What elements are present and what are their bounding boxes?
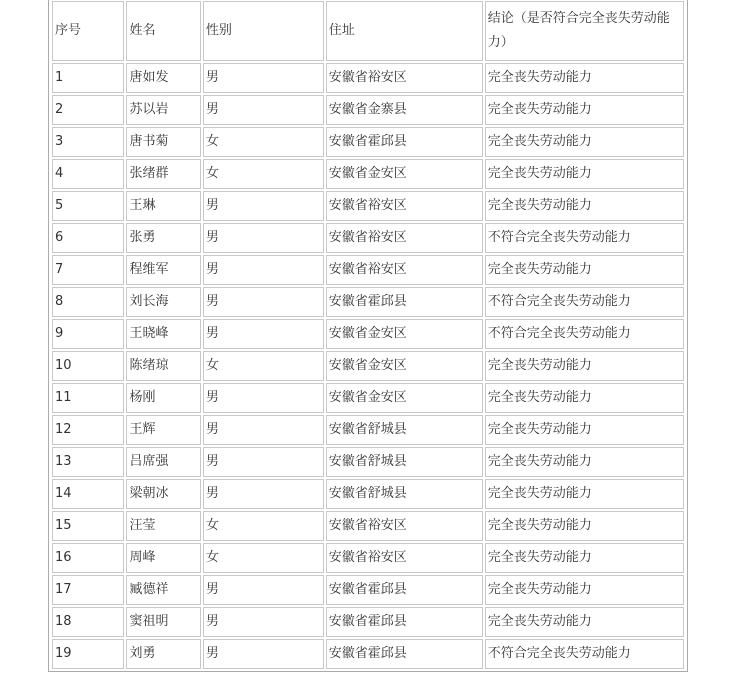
- cell-conclusion: 完全丧失劳动能力: [485, 351, 684, 381]
- header-gender: 性别: [203, 1, 324, 61]
- cell-address: 安徽省裕安区: [326, 511, 483, 541]
- cell-address: 安徽省霍邱县: [326, 607, 483, 637]
- cell-gender: 男: [203, 479, 324, 509]
- cell-name: 张绪群: [126, 159, 200, 189]
- cell-gender: 女: [203, 511, 324, 541]
- cell-conclusion: 完全丧失劳动能力: [485, 543, 684, 573]
- cell-address: 安徽省金安区: [326, 383, 483, 413]
- cell-serial-number: 17: [52, 575, 124, 605]
- results-table-frame: [48, 0, 688, 672]
- cell-name: 陈绪琼: [126, 351, 200, 381]
- cell-name: 苏以岩: [126, 95, 200, 125]
- cell-name: 刘长海: [126, 287, 200, 317]
- cell-conclusion: 完全丧失劳动能力: [485, 127, 684, 157]
- cell-address: 安徽省霍邱县: [326, 639, 483, 669]
- cell-conclusion: 不符合完全丧失劳动能力: [485, 319, 684, 349]
- cell-conclusion: 完全丧失劳动能力: [485, 607, 684, 637]
- cell-serial-number: 5: [52, 191, 124, 221]
- cell-name: 王辉: [126, 415, 200, 445]
- cell-address: 安徽省舒城县: [326, 415, 483, 445]
- cell-gender: 男: [203, 607, 324, 637]
- cell-serial-number: 2: [52, 95, 124, 125]
- cell-name: 臧德祥: [126, 575, 200, 605]
- cell-serial-number: 11: [52, 383, 124, 413]
- cell-conclusion: 完全丧失劳动能力: [485, 383, 684, 413]
- cell-conclusion: 完全丧失劳动能力: [485, 479, 684, 509]
- header-name: 姓名: [126, 1, 200, 61]
- cell-serial-number: 15: [52, 511, 124, 541]
- table-row: [52, 95, 684, 125]
- cell-address: 安徽省裕安区: [326, 223, 483, 253]
- cell-address: 安徽省金寨县: [326, 95, 483, 125]
- cell-address: 安徽省裕安区: [326, 543, 483, 573]
- table-row: [52, 63, 684, 93]
- cell-conclusion: 不符合完全丧失劳动能力: [485, 639, 684, 669]
- cell-gender: 男: [203, 255, 324, 285]
- table-row: [52, 191, 684, 221]
- cell-address: 安徽省舒城县: [326, 479, 483, 509]
- cell-serial-number: 14: [52, 479, 124, 509]
- cell-conclusion: 完全丧失劳动能力: [485, 415, 684, 445]
- header-row: [52, 1, 684, 61]
- cell-conclusion: 完全丧失劳动能力: [485, 191, 684, 221]
- cell-serial-number: 8: [52, 287, 124, 317]
- cell-serial-number: 7: [52, 255, 124, 285]
- table-row: [52, 607, 684, 637]
- cell-gender: 男: [203, 319, 324, 349]
- table-row: [52, 287, 684, 317]
- cell-name: 刘勇: [126, 639, 200, 669]
- cell-address: 安徽省舒城县: [326, 447, 483, 477]
- table-row: [52, 415, 684, 445]
- cell-address: 安徽省霍邱县: [326, 287, 483, 317]
- cell-name: 周峰: [126, 543, 200, 573]
- cell-gender: 男: [203, 415, 324, 445]
- cell-address: 安徽省金安区: [326, 159, 483, 189]
- cell-gender: 女: [203, 127, 324, 157]
- cell-gender: 男: [203, 191, 324, 221]
- header-serial-number: 序号: [52, 1, 124, 61]
- cell-name: 唐如发: [126, 63, 200, 93]
- cell-serial-number: 4: [52, 159, 124, 189]
- cell-address: 安徽省霍邱县: [326, 127, 483, 157]
- cell-serial-number: 16: [52, 543, 124, 573]
- cell-conclusion: 完全丧失劳动能力: [485, 575, 684, 605]
- cell-serial-number: 9: [52, 319, 124, 349]
- cell-conclusion: 完全丧失劳动能力: [485, 159, 684, 189]
- cell-serial-number: 10: [52, 351, 124, 381]
- table-row: [52, 447, 684, 477]
- table-row: [52, 511, 684, 541]
- cell-address: 安徽省金安区: [326, 351, 483, 381]
- cell-serial-number: 12: [52, 415, 124, 445]
- table-row: [52, 127, 684, 157]
- cell-conclusion: 不符合完全丧失劳动能力: [485, 287, 684, 317]
- cell-gender: 男: [203, 575, 324, 605]
- cell-name: 张勇: [126, 223, 200, 253]
- cell-serial-number: 19: [52, 639, 124, 669]
- cell-name: 王晓峰: [126, 319, 200, 349]
- table-row: [52, 479, 684, 509]
- cell-conclusion: 完全丧失劳动能力: [485, 63, 684, 93]
- table-row: [52, 255, 684, 285]
- cell-conclusion: 完全丧失劳动能力: [485, 95, 684, 125]
- cell-serial-number: 13: [52, 447, 124, 477]
- table-row: [52, 351, 684, 381]
- cell-serial-number: 1: [52, 63, 124, 93]
- header-conclusion: 结论（是否符合完全丧失劳动能力）: [485, 1, 684, 61]
- cell-serial-number: 3: [52, 127, 124, 157]
- cell-gender: 男: [203, 447, 324, 477]
- header-address: 住址: [326, 1, 483, 61]
- cell-name: 汪莹: [126, 511, 200, 541]
- cell-gender: 男: [203, 63, 324, 93]
- cell-gender: 女: [203, 159, 324, 189]
- table-row: [52, 319, 684, 349]
- cell-name: 唐书菊: [126, 127, 200, 157]
- cell-name: 窦祖明: [126, 607, 200, 637]
- table-row: [52, 223, 684, 253]
- cell-address: 安徽省裕安区: [326, 63, 483, 93]
- cell-address: 安徽省霍邱县: [326, 575, 483, 605]
- cell-address: 安徽省裕安区: [326, 191, 483, 221]
- cell-gender: 男: [203, 639, 324, 669]
- cell-conclusion: 不符合完全丧失劳动能力: [485, 223, 684, 253]
- cell-name: 杨刚: [126, 383, 200, 413]
- cell-gender: 男: [203, 223, 324, 253]
- cell-name: 吕席强: [126, 447, 200, 477]
- table-row: [52, 543, 684, 573]
- cell-serial-number: 18: [52, 607, 124, 637]
- cell-conclusion: 完全丧失劳动能力: [485, 447, 684, 477]
- cell-conclusion: 完全丧失劳动能力: [485, 255, 684, 285]
- cell-address: 安徽省金安区: [326, 319, 483, 349]
- cell-name: 程维军: [126, 255, 200, 285]
- table-row: [52, 159, 684, 189]
- cell-gender: 男: [203, 95, 324, 125]
- cell-gender: 女: [203, 543, 324, 573]
- cell-serial-number: 6: [52, 223, 124, 253]
- cell-gender: 男: [203, 287, 324, 317]
- cell-name: 梁朝冰: [126, 479, 200, 509]
- cell-address: 安徽省裕安区: [326, 255, 483, 285]
- table-body: [52, 63, 684, 669]
- cell-name: 王琳: [126, 191, 200, 221]
- table-row: [52, 575, 684, 605]
- cell-gender: 男: [203, 383, 324, 413]
- table-row: [52, 639, 684, 669]
- cell-conclusion: 完全丧失劳动能力: [485, 511, 684, 541]
- cell-gender: 女: [203, 351, 324, 381]
- table-row: [52, 383, 684, 413]
- results-table: [50, 0, 686, 671]
